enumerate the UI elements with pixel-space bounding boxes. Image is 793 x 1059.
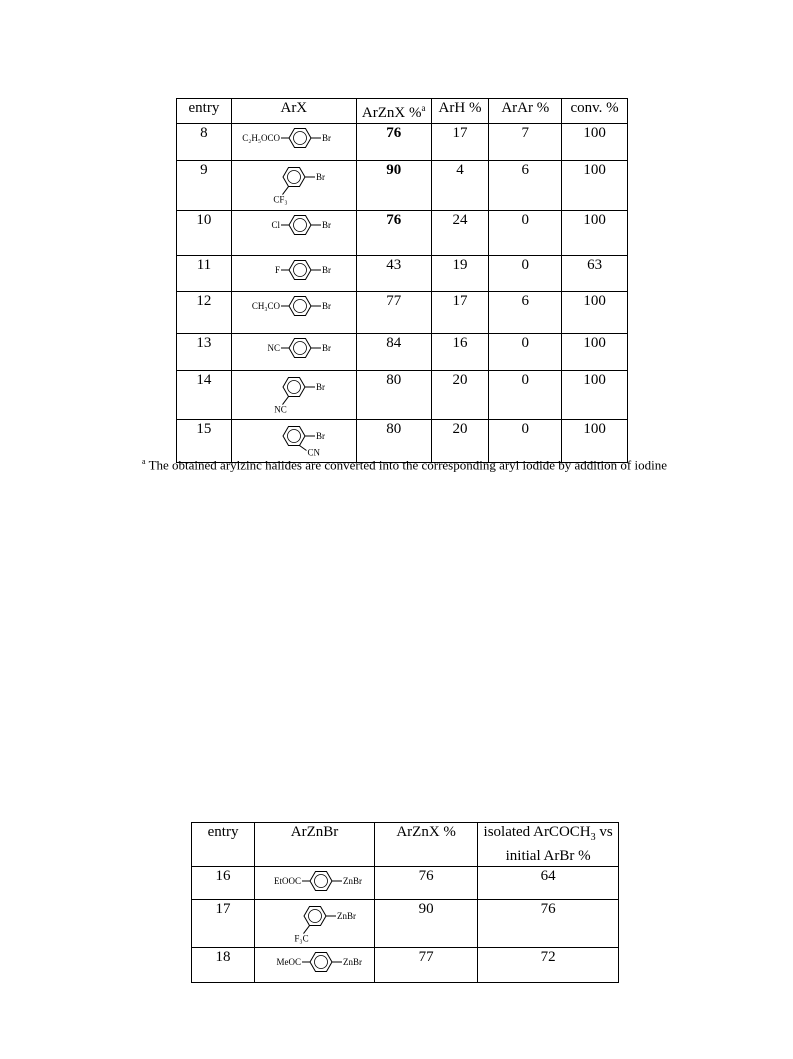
structure-drawing <box>234 161 354 209</box>
structure-drawing <box>234 256 354 290</box>
aromatic-circle <box>293 219 306 232</box>
cell-arar: 0 <box>489 371 562 420</box>
cell-arar: 0 <box>489 420 562 463</box>
col-arznx: ArZnX %$^a$ <box>356 99 431 124</box>
substituent-ortho: CN <box>307 447 320 458</box>
cell-arh: 16 <box>431 334 489 371</box>
cell-conv: 100 <box>562 124 628 161</box>
cell-arh: 17 <box>431 124 489 161</box>
cell-conv: 100 <box>562 211 628 256</box>
cell-arznx: 80 <box>356 371 431 420</box>
cell-entry: 10 <box>177 211 232 256</box>
substituent-right: Br <box>321 343 331 353</box>
cell-conv: 100 <box>562 161 628 211</box>
col-arh: ArH % <box>431 99 489 124</box>
aromatic-circle <box>293 132 306 145</box>
cell-conv: 100 <box>562 420 628 463</box>
structure-drawing <box>257 900 373 946</box>
col-arx: ArX <box>231 99 356 124</box>
cell-arznx: 77 <box>356 292 431 334</box>
aromatic-circle <box>287 171 300 184</box>
cell-entry: 13 <box>177 334 232 371</box>
aromatic-circle <box>314 875 327 888</box>
cell-arh: 17 <box>431 292 489 334</box>
cell-entry: 17 <box>192 900 255 948</box>
cell-arx <box>231 292 356 334</box>
cell-conv: 100 <box>562 292 628 334</box>
cell-arznx: 76 <box>356 124 431 161</box>
col-arar: ArAr % <box>489 99 562 124</box>
cell-isolated: 64 <box>478 867 619 900</box>
substituent-right: Br <box>321 220 331 230</box>
bond-meta <box>303 926 309 934</box>
cell-arar: 0 <box>489 256 562 292</box>
aromatic-circle <box>314 956 327 969</box>
cell-arznx: 90 <box>356 161 431 211</box>
substituent-left: C₂H₅OCO <box>242 133 280 143</box>
cell-arh: 24 <box>431 211 489 256</box>
cell-isolated: 76 <box>478 900 619 948</box>
substituent-right: Br <box>321 301 331 311</box>
cell-arh: 20 <box>431 420 489 463</box>
results-table-1 <box>176 98 628 463</box>
table-footnote: $^a$ The obtained arylzinc halides are converted into the corresponding aryl iodide by addition of iodine <box>142 457 667 473</box>
col-entry: entry <box>192 823 255 867</box>
substituent-right: Br <box>321 265 331 275</box>
structure-drawing <box>257 948 373 981</box>
bond-meta <box>282 397 288 405</box>
cell-entry: 16 <box>192 867 255 900</box>
table-row <box>177 292 628 334</box>
bond-meta <box>282 187 288 195</box>
col-conv: conv. % <box>562 99 628 124</box>
substituent-left: NC <box>267 343 280 353</box>
aromatic-circle <box>287 381 300 394</box>
cell-arh: 4 <box>431 161 489 211</box>
cell-entry: 11 <box>177 256 232 292</box>
cell-arznx: 43 <box>356 256 431 292</box>
cell-arznx: 84 <box>356 334 431 371</box>
structure-drawing <box>234 211 354 254</box>
cell-arznx: 80 <box>356 420 431 463</box>
cell-conv: 100 <box>562 334 628 371</box>
cell-arznbr <box>255 900 375 948</box>
structure-drawing <box>234 420 354 461</box>
substituent-meta: CF₃ <box>273 194 288 205</box>
cell-arx <box>231 256 356 292</box>
cell-arar: 7 <box>489 124 562 161</box>
table-row <box>177 211 628 256</box>
table-row <box>177 371 628 420</box>
substituent-right: Br <box>315 431 325 441</box>
substituent-meta: F₃C <box>293 933 309 944</box>
cell-arznx: 90 <box>374 900 477 948</box>
col-arznbr: ArZnBr <box>255 823 375 867</box>
substituent-right: ZnBr <box>342 957 362 967</box>
cell-arar: 0 <box>489 211 562 256</box>
cell-arx <box>231 124 356 161</box>
cell-isolated: 72 <box>478 948 619 983</box>
cell-arar: 6 <box>489 292 562 334</box>
structure-drawing <box>234 334 354 369</box>
substituent-left: EtOOC <box>273 876 301 886</box>
cell-entry: 9 <box>177 161 232 211</box>
cell-conv: 63 <box>562 256 628 292</box>
cell-entry: 18 <box>192 948 255 983</box>
col-entry: entry <box>177 99 232 124</box>
substituent-right: Br <box>315 382 325 392</box>
substituent-right: Br <box>321 133 331 143</box>
cell-arh: 20 <box>431 371 489 420</box>
aromatic-circle <box>293 264 306 277</box>
cell-entry: 12 <box>177 292 232 334</box>
col-isolated: isolated ArCOCH$_3$ vs initial ArBr % <box>478 823 619 867</box>
cell-entry: 15 <box>177 420 232 463</box>
table-header-row <box>192 823 619 867</box>
cell-arx <box>231 334 356 371</box>
cell-arx <box>231 371 356 420</box>
table-row <box>177 124 628 161</box>
table-row <box>192 867 619 900</box>
bond-ortho <box>299 446 306 451</box>
cell-arar: 0 <box>489 334 562 371</box>
substituent-left: MeOC <box>276 957 301 967</box>
cell-entry: 8 <box>177 124 232 161</box>
substituent-meta: NC <box>274 404 287 415</box>
structure-drawing <box>257 867 373 898</box>
aromatic-circle <box>308 910 321 923</box>
aromatic-circle <box>293 342 306 355</box>
col-arznx: ArZnX % <box>374 823 477 867</box>
substituent-right: Br <box>315 172 325 182</box>
substituent-left: CH₃CO <box>251 301 280 311</box>
aromatic-circle <box>287 430 300 443</box>
cell-arar: 6 <box>489 161 562 211</box>
cell-arznx: 76 <box>374 867 477 900</box>
table-row <box>177 161 628 211</box>
structure-drawing <box>234 371 354 418</box>
cell-arznbr <box>255 948 375 983</box>
cell-arznx: 76 <box>356 211 431 256</box>
substituent-right: ZnBr <box>342 876 362 886</box>
cell-arh: 19 <box>431 256 489 292</box>
cell-entry: 14 <box>177 371 232 420</box>
structure-drawing <box>234 124 354 159</box>
substituent-left: Cl <box>271 220 280 230</box>
table-row <box>192 948 619 983</box>
table-row <box>177 334 628 371</box>
table-header-row <box>177 99 628 124</box>
cell-arx <box>231 211 356 256</box>
cell-arx <box>231 161 356 211</box>
cell-arznx: 77 <box>374 948 477 983</box>
cell-conv: 100 <box>562 371 628 420</box>
table-row <box>177 256 628 292</box>
substituent-right: ZnBr <box>336 911 356 921</box>
aromatic-circle <box>293 300 306 313</box>
substituent-left: F <box>274 265 280 275</box>
cell-arznbr <box>255 867 375 900</box>
structure-drawing <box>234 292 354 332</box>
results-table-2 <box>191 822 619 983</box>
table-row <box>192 900 619 948</box>
